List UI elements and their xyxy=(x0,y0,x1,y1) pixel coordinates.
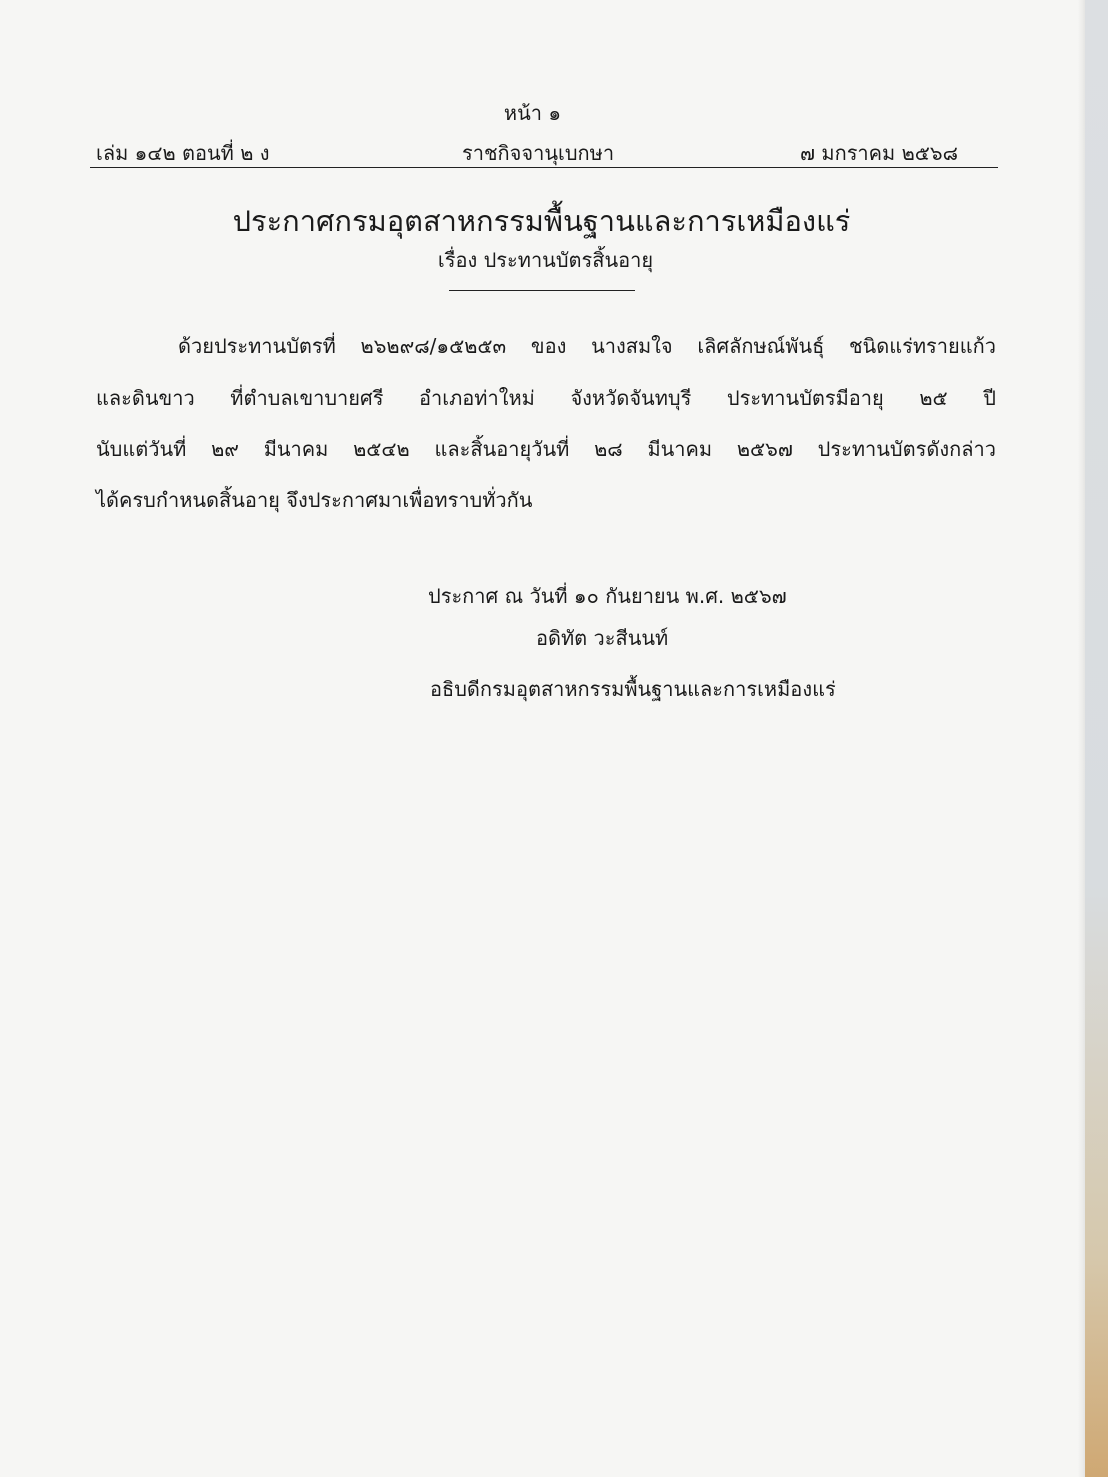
body-word: ประทานบัตรดังกล่าว xyxy=(817,437,996,461)
body-word: ๒๕๔๒ xyxy=(353,437,410,461)
signatory-position: อธิบดีกรมอุตสาหกรรมพื้นฐานและการเหมืองแร่ xyxy=(430,677,836,701)
body-word: จังหวัดจันทบุรี xyxy=(570,386,692,410)
body-word: ปี xyxy=(983,386,996,410)
body-word: ๒๖๒๙๘/๑๕๒๕๓ xyxy=(360,334,507,358)
body-line-3 xyxy=(96,433,996,465)
body-word: เลิศลักษณ์พันธุ์ xyxy=(697,334,825,358)
volume-issue: เล่ม ๑๔๒ ตอนที่ ๒ ง xyxy=(96,141,270,165)
announcement-subject: เรื่อง ประทานบัตรสิ้นอายุ xyxy=(437,248,654,272)
title-divider xyxy=(449,290,635,291)
signatory-name: อดิทัต วะสีนนท์ xyxy=(536,626,669,650)
page-number: หน้า ๑ xyxy=(503,101,562,125)
announcement-date: ประกาศ ณ วันที่ ๑๐ กันยายน พ.ศ. ๒๕๖๗ xyxy=(428,584,787,608)
body-word: มีนาคม xyxy=(263,437,329,461)
body-word: นับแต่วันที่ xyxy=(96,437,187,461)
background-edge xyxy=(1085,0,1108,1477)
announcement-title: ประกาศกรมอุตสาหกรรมพื้นฐานและการเหมืองแร่ xyxy=(232,204,851,238)
body-word: ๒๙ xyxy=(211,437,239,461)
header-divider xyxy=(90,167,998,168)
body-word: ของ xyxy=(530,334,567,358)
publication-date: ๗ มกราคม ๒๕๖๘ xyxy=(800,141,959,165)
body-line-4: ได้ครบกำหนดสิ้นอายุ จึงประกาศมาเพื่อทราบทั่วกัน xyxy=(96,488,533,512)
body-word: ๒๘ xyxy=(594,437,623,461)
body-line-2 xyxy=(96,382,996,414)
gazette-name: ราชกิจจานุเบกษา xyxy=(462,141,615,165)
body-word: ด้วยประทานบัตรที่ xyxy=(178,334,336,358)
body-word: และสิ้นอายุวันที่ xyxy=(434,437,570,461)
body-word: มีนาคม xyxy=(647,437,713,461)
body-word: อำเภอท่าใหม่ xyxy=(419,386,535,410)
body-word: ชนิดแร่ทรายแก้ว xyxy=(848,334,996,358)
body-word: ๒๕๖๗ xyxy=(736,437,793,461)
body-word: ๒๕ xyxy=(919,386,948,410)
body-word: นางสมใจ xyxy=(591,334,673,358)
body-word: และดินขาว xyxy=(96,386,195,410)
body-word: ที่ตำบลเขาบายศรี xyxy=(230,386,384,410)
body-line-1 xyxy=(178,330,996,362)
body-word: ประทานบัตรมีอายุ xyxy=(726,386,884,410)
